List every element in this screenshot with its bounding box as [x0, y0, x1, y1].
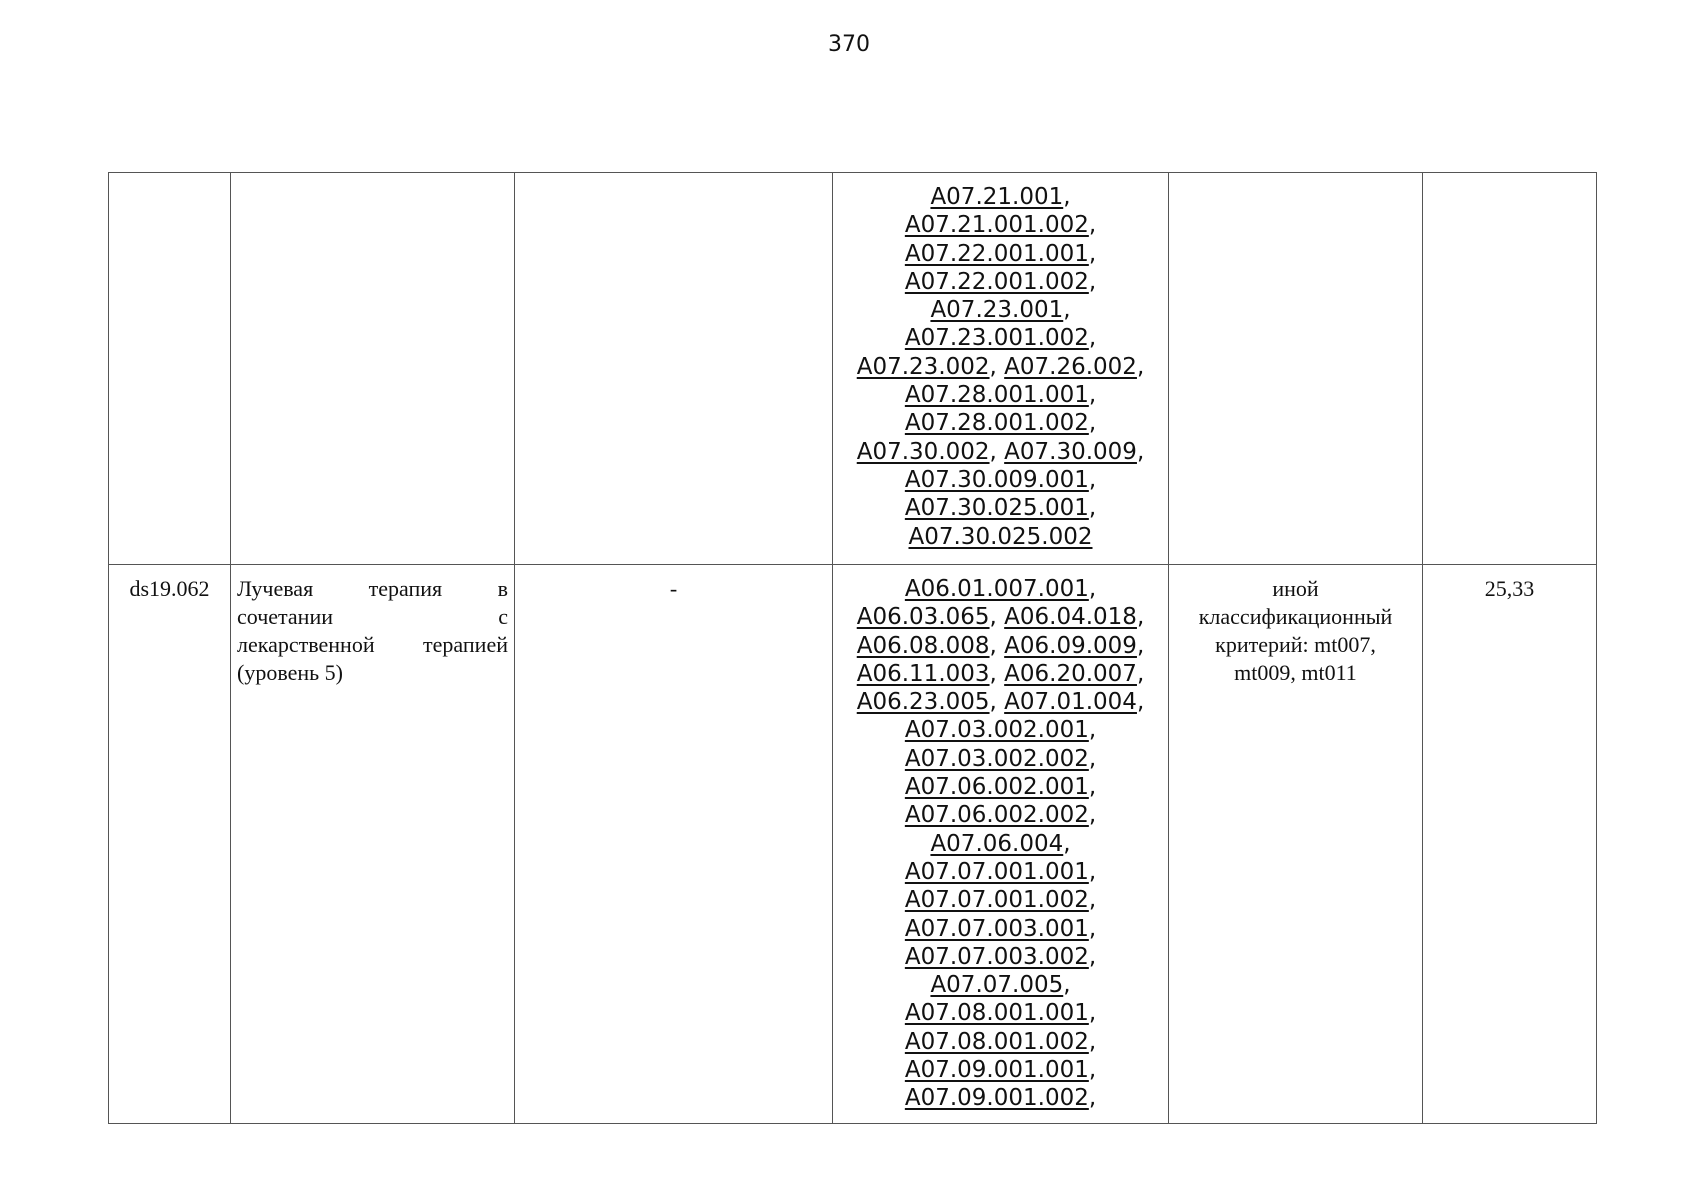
service-code-link[interactable]: A06.11.003 — [856, 660, 990, 687]
name-word: в — [497, 576, 508, 601]
service-code-link[interactable]: A07.08.001.001 — [904, 1000, 1089, 1027]
table-row — [109, 173, 1597, 565]
service-code-line: A07.22.001.002, — [904, 268, 1097, 295]
service-code-line: A07.30.025.001, — [904, 495, 1097, 522]
service-code-line: A07.30.009.001, — [904, 466, 1097, 493]
service-code-link[interactable]: A07.03.002.002 — [904, 745, 1089, 772]
service-code-line: A07.06.002.002, — [904, 802, 1097, 829]
service-code-link[interactable]: A07.07.005 — [930, 972, 1064, 999]
service-code-link[interactable]: A07.08.001.002 — [904, 1028, 1089, 1055]
criteria-line: критерий: mt007, — [1215, 632, 1376, 657]
service-code-link[interactable]: A06.03.065 — [856, 604, 990, 631]
service-code-link[interactable]: A06.08.008 — [856, 632, 990, 659]
criteria-line: иной — [1272, 576, 1319, 601]
service-code-link[interactable]: A07.28.001.001 — [904, 382, 1089, 409]
name-line — [237, 603, 508, 631]
service-code-link[interactable]: A07.07.003.002 — [904, 943, 1089, 970]
service-code-link[interactable]: A07.28.001.002 — [904, 410, 1089, 437]
service-code-line: A07.03.002.001, — [904, 717, 1097, 744]
service-code-link[interactable]: A07.30.025.002 — [908, 523, 1093, 550]
cell-column3 — [515, 173, 833, 565]
service-code-link[interactable]: A07.03.002.001 — [904, 717, 1089, 744]
service-code-link[interactable]: A07.30.009.001 — [904, 466, 1089, 493]
name-word: лекарственной — [237, 632, 375, 657]
service-code-link[interactable]: A07.22.001.001 — [904, 240, 1089, 267]
cell-code: ds19.062 — [109, 565, 231, 1124]
cell-code — [109, 173, 231, 565]
service-code-link[interactable]: A07.26.002 — [1004, 353, 1137, 380]
service-code-link[interactable]: A07.30.009 — [1004, 438, 1137, 465]
service-code-link[interactable]: A07.07.003.001 — [904, 915, 1089, 942]
service-code-line: A07.09.001.001, — [904, 1057, 1097, 1084]
service-code-link[interactable]: A07.30.002 — [856, 438, 990, 465]
service-code-line: A07.22.001.001, — [904, 240, 1097, 267]
name-word: (уровень 5) — [237, 660, 343, 685]
service-code-link[interactable]: A07.30.025.001 — [904, 495, 1089, 522]
service-code-link[interactable]: A07.06.002.001 — [904, 774, 1089, 801]
name-line — [237, 575, 508, 603]
service-code-line: A07.07.001.001, — [904, 858, 1097, 885]
service-code-line: A07.06.002.001, — [904, 774, 1097, 801]
service-code-link[interactable]: A07.09.001.001 — [904, 1057, 1089, 1084]
service-code-link[interactable]: A07.06.002.002 — [904, 802, 1089, 829]
name-word: терапией — [423, 632, 508, 657]
cell-criteria — [1169, 565, 1423, 1124]
service-code-line: A07.07.001.002, — [904, 887, 1097, 914]
tariff-table — [108, 172, 1597, 1124]
service-code-line: A07.07.003.001, — [904, 915, 1097, 942]
service-code-line: A07.06.004, — [930, 830, 1071, 857]
criteria-line: классификационный — [1198, 604, 1393, 629]
service-code-line: A07.07.003.002, — [904, 943, 1097, 970]
service-code-link[interactable]: A07.06.004 — [930, 830, 1064, 857]
service-code-link[interactable]: A07.23.001 — [930, 297, 1064, 324]
service-code-line: A07.07.005, — [930, 972, 1071, 999]
service-code-line: A07.23.001.002, — [904, 325, 1097, 352]
name-word: терапия — [368, 576, 443, 601]
service-code-line: A07.28.001.001, — [904, 382, 1097, 409]
service-code-line: A07.09.001.002, — [904, 1085, 1097, 1112]
service-code-line: A06.03.065, A06.04.018, — [856, 604, 1145, 631]
page-number: 370 — [828, 32, 870, 57]
service-code-link[interactable]: A06.01.007.001 — [904, 576, 1089, 602]
cell-name — [231, 565, 515, 1124]
name-word: с — [498, 604, 508, 629]
service-code-line — [839, 523, 1162, 551]
service-code-line: A07.21.001.002, — [904, 212, 1097, 239]
service-code-line: A07.21.001, — [930, 184, 1071, 210]
name-word: Лучевая — [237, 576, 314, 601]
service-code-line: A07.23.002, A07.26.002, — [856, 353, 1145, 380]
name-word: сочетании — [237, 604, 333, 629]
service-code-line: A07.03.002.002, — [904, 745, 1097, 772]
service-code-line: A06.01.007.001, — [904, 576, 1097, 602]
cell-coefficient — [1423, 173, 1597, 565]
cell-criteria — [1169, 173, 1423, 565]
name-line — [237, 631, 508, 659]
service-code-link[interactable]: A07.22.001.002 — [904, 268, 1089, 295]
service-code-link[interactable]: A07.21.001.002 — [904, 212, 1089, 239]
criteria-line: mt009, mt011 — [1234, 660, 1357, 685]
service-code-line: A07.28.001.002, — [904, 410, 1097, 437]
table-row — [109, 565, 1597, 1124]
service-code-link[interactable]: A07.07.001.001 — [904, 858, 1089, 885]
service-code-line: A06.11.003, A06.20.007, — [856, 660, 1145, 687]
cell-column3: - — [515, 565, 833, 1124]
service-code-line: A07.23.001, — [930, 297, 1071, 324]
service-code-line: A07.30.002, A07.30.009, — [856, 438, 1145, 465]
service-code-link[interactable]: A07.21.001 — [930, 184, 1064, 210]
service-code-link[interactable]: A07.07.001.002 — [904, 887, 1089, 914]
name-line — [237, 659, 508, 687]
service-code-link[interactable]: A06.04.018 — [1004, 604, 1137, 631]
service-code-line: A06.23.005, A07.01.004, — [856, 689, 1145, 716]
service-code-line: A07.08.001.002, — [904, 1028, 1097, 1055]
cell-coefficient: 25,33 — [1423, 565, 1597, 1124]
service-code-link[interactable]: A07.01.004 — [1004, 689, 1137, 716]
cell-service-codes — [833, 565, 1169, 1124]
cell-name — [231, 173, 515, 565]
service-code-link[interactable]: A07.09.001.002 — [904, 1085, 1089, 1112]
service-code-link[interactable]: A06.20.007 — [1004, 660, 1137, 687]
service-code-link[interactable]: A06.23.005 — [856, 689, 990, 716]
service-code-line: A06.08.008, A06.09.009, — [856, 632, 1145, 659]
service-code-link[interactable]: A06.09.009 — [1004, 632, 1137, 659]
cell-service-codes — [833, 173, 1169, 565]
service-code-line: A07.08.001.001, — [904, 1000, 1097, 1027]
service-code-link[interactable]: A07.23.002 — [856, 353, 990, 380]
service-code-link[interactable]: A07.23.001.002 — [904, 325, 1089, 352]
